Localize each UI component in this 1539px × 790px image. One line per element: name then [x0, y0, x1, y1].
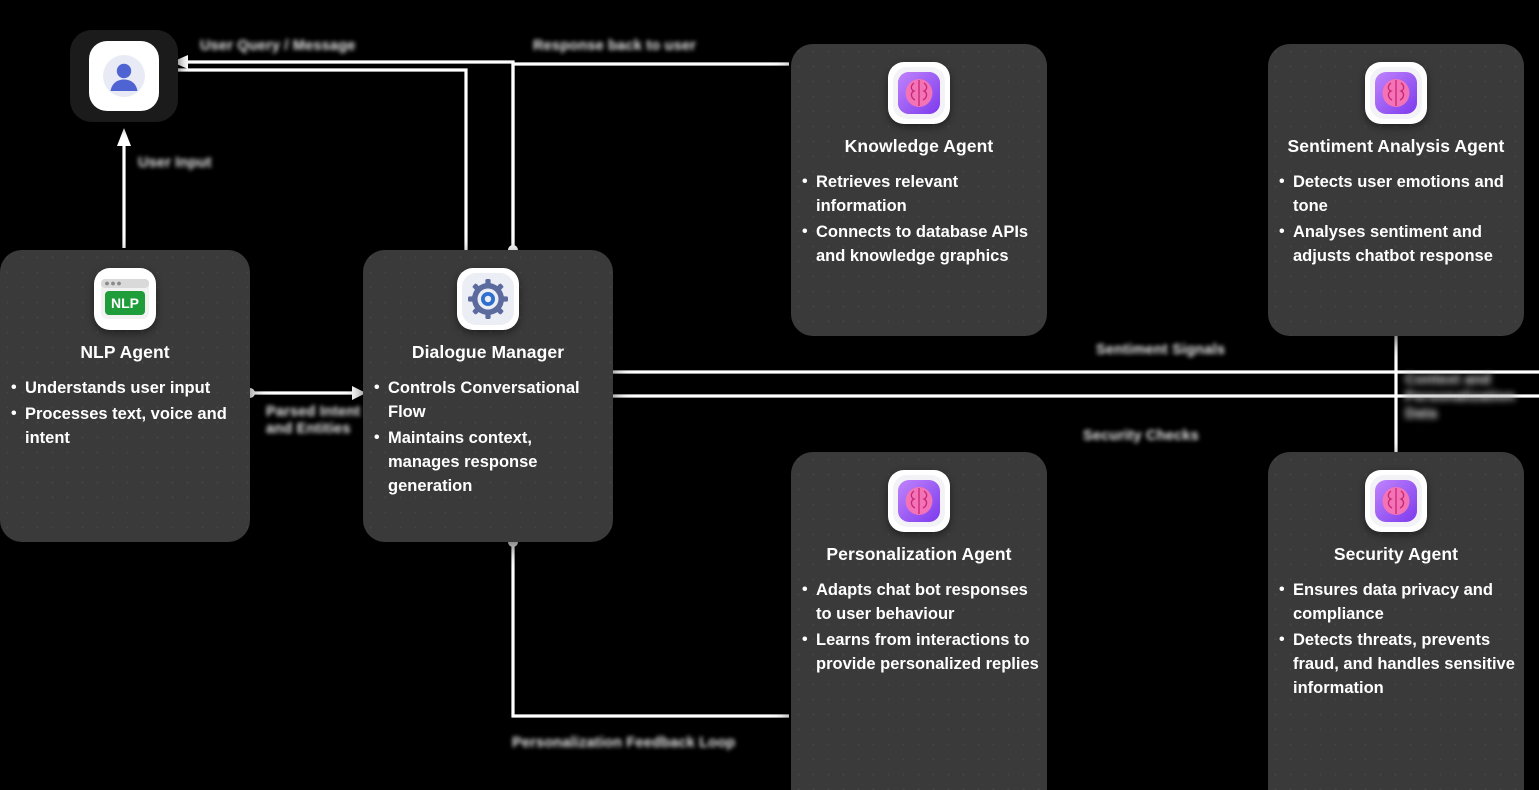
edge-label-personalization-loop: Personalization Feedback Loop: [512, 735, 736, 751]
svg-text:NLP: NLP: [111, 295, 139, 311]
list-item: • Detects threats, prevents fraud, and handles sensitive information: [1293, 629, 1517, 701]
card-title: Security Agent: [1333, 544, 1459, 564]
card-title: Dialogue Manager: [411, 342, 565, 362]
list-item: • Adapts chat bot responses to user behaviour: [816, 579, 1040, 627]
arrowhead-user-to-nlp: [117, 128, 131, 146]
user-avatar-icon: [102, 54, 146, 98]
card-bullets: [798, 579, 1040, 679]
list-item: • Learns from interactions to provide personalized replies: [816, 629, 1040, 677]
edge-label-user-query: User Query / Message: [200, 38, 356, 54]
card-nlp-agent[interactable]: [0, 250, 250, 542]
user-icon-plate: [89, 41, 159, 111]
edge-label-parsed-intent: Parsed Intent and Entities: [266, 404, 361, 438]
list-item: • Analyses sentiment and adjusts chatbot response: [1293, 221, 1517, 269]
card-security-agent[interactable]: [1268, 452, 1524, 790]
card-title: NLP Agent: [80, 342, 170, 362]
card-title: Personalization Agent: [826, 544, 1012, 564]
brain-icon: [1365, 470, 1427, 532]
edge-label-response-to-user: Response back to user: [533, 38, 696, 54]
card-bullets: [370, 377, 606, 501]
card-bullets: [1275, 171, 1517, 271]
brain-icon: [888, 62, 950, 124]
edge-label-context-flow: Context and Personalization Data: [1405, 372, 1516, 423]
user-node: [70, 30, 178, 122]
card-title: Knowledge Agent: [844, 136, 994, 156]
edge-label-sentiment-flow: Sentiment Signals: [1096, 342, 1226, 358]
edge-dialogue-to-personalization: [513, 542, 789, 716]
card-bullets: [1275, 579, 1517, 703]
list-item: • Detects user emotions and tone: [1293, 171, 1517, 219]
list-item: • Ensures data privacy and compliance: [1293, 579, 1517, 627]
gear-icon: [457, 268, 519, 330]
nlp-badge-icon: [94, 268, 156, 330]
edge-label-user-input: User Input: [138, 155, 212, 171]
card-sentiment-analysis-agent[interactable]: [1268, 44, 1524, 336]
brain-icon: [888, 470, 950, 532]
list-item: • Controls Conversational Flow: [388, 377, 606, 425]
card-title: Sentiment Analysis Agent: [1287, 136, 1505, 156]
list-item: • Retrieves relevant information: [816, 171, 1040, 219]
edge-label-security-flow: Security Checks: [1083, 428, 1199, 444]
card-bullets: [798, 171, 1040, 271]
list-item: • Processes text, voice and intent: [25, 403, 243, 451]
brain-icon: [1365, 62, 1427, 124]
card-bullets: [7, 377, 243, 453]
list-item: • Maintains context, manages response generation: [388, 427, 606, 499]
card-dialogue-manager[interactable]: [363, 250, 613, 542]
card-personalization-agent[interactable]: [791, 452, 1047, 790]
card-knowledge-agent[interactable]: [791, 44, 1047, 336]
list-item: • Understands user input: [25, 377, 243, 401]
edge-dialogue-to-knowledge: [513, 64, 789, 248]
list-item: • Connects to database APIs and knowledge graphics: [816, 221, 1040, 269]
